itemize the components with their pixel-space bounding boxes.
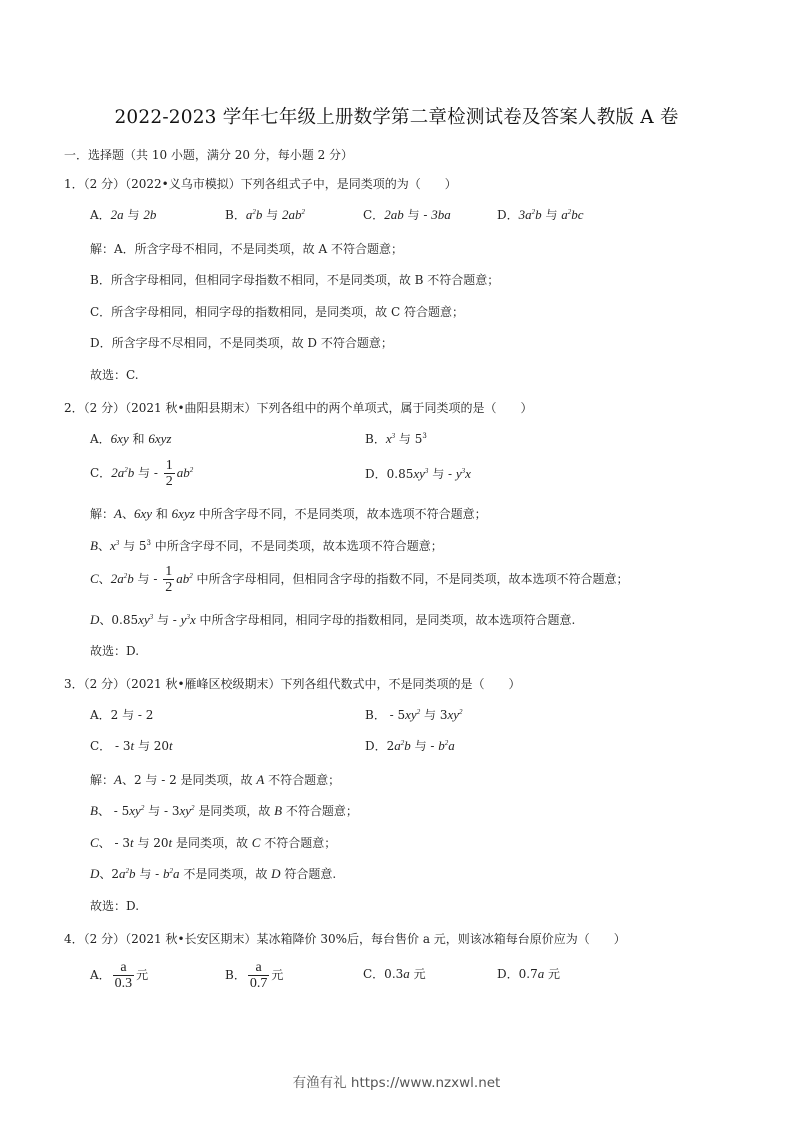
footer-watermark: 有渔有礼 https://www.nzxwl.net [292, 1075, 501, 1091]
q3-option-b: B． - $5xy^2$ 与 $3xy^2$ [365, 707, 463, 722]
q2-option-d: D．$0.85xy^3$ 与 - $y^3x$ [365, 466, 471, 481]
q4-option-a: A． $\frac{a}{0.3}$ 元 [90, 960, 149, 991]
q3-option-d: D．$2a^2b$ 与 - $b^2a$ [365, 738, 455, 753]
question-4-stem: 4．（2 分）（2021 秋•长安区期末）某冰箱降价 30%后，每台售价 a 元，则该冰箱每台原价应为（ ） [64, 932, 626, 946]
q4-option-d: D．0.7a 元 [497, 966, 561, 981]
q1-answer: 故选：C. [90, 368, 139, 382]
q1-option-d: D．$3a^2b$ 与 $a^2bc$ [497, 207, 584, 222]
q4-option-c: C．0.3a 元 [363, 966, 426, 981]
q3-solution-a: 解：A、2 与 - 2 是同类项，故 A 不符合题意； [90, 772, 341, 787]
q2-solution-c: C、$2a^2b$ 与 - $\frac{1}{2}$ $ab^2$ 中所含字母相同，但相同含字母的指数不同，不是同类项，故本选项不符合题意； [90, 564, 629, 595]
q1-solution-d: D．所含字母不尽相同，不是同类项，故 D 不符合题意； [90, 336, 393, 350]
q2-solution-a: 解：A、6xy 和 6xyz 中所含字母不同，不是同类项，故本选项不符合题意； [90, 506, 487, 521]
q3-option-a: A．2 与 - 2 [90, 708, 154, 722]
q1-option-a: A．2a 与 2b [90, 207, 157, 222]
q3-answer: 故选：D. [90, 899, 140, 913]
q1-solution-c: C．所含字母相同，相同字母的指数相同，是同类项，故 C 符合题意； [90, 305, 464, 319]
q3-option-c: C． - 3t 与 20t [90, 738, 173, 753]
q1-option-c: C．2ab 与 - 3ba [363, 207, 451, 222]
question-2-stem: 2．（2 分）（2021 秋•曲阳县期末）下列各组中的两个单项式，属于同类项的是（ ） [64, 401, 533, 415]
q2-answer: 故选：D. [90, 644, 140, 658]
q3-solution-d: D、$2a^2b$ 与 - $b^2a$ 不是同类项，故 D 符合题意. [90, 866, 337, 881]
section-heading: 一．选择题（共 10 小题，满分 20 分，每小题 2 分） [64, 148, 354, 162]
q2-option-c: C．$2a^2b$ 与 - $\frac{1}{2}$ $ab^2$ [90, 458, 194, 489]
q2-option-b: B．$x^3$ 与 $5^3$ [365, 431, 427, 446]
question-1-stem: 1．（2 分）（2022•义乌市模拟）下列各组式子中，是同类项的为（ ） [64, 177, 457, 191]
q1-solution-b: B．所含字母相同，但相同字母指数不相同，不是同类项，故 B 不符合题意； [90, 273, 500, 287]
document-title: 2022-2023 学年七年级上册数学第二章检测试卷及答案人教版 A 卷 [114, 107, 679, 128]
question-3-stem: 3．（2 分）（2021 秋•雁峰区校级期末）下列各组代数式中，不是同类项的是（ ） [64, 677, 521, 691]
q1-solution-a: 解：A．所含字母不相同，不是同类项，故 A 不符合题意； [90, 242, 403, 256]
q2-solution-b: B、$x^3$ 与 $5^3$ 中所含字母不同，不是同类项，故本选项不符合题意； [90, 538, 443, 553]
q2-solution-d: D、$0.85xy^3$ 与 - $y^3x$ 中所含字母相同，相同字母的指数相同，是同类项，故本选项符合题意. [90, 612, 576, 627]
q2-option-a: A．6xy 和 6xyz [90, 431, 172, 446]
q3-solution-b: B、 - $5xy^2$ 与 - $3xy^2$ 是同类项，故 B 不符合题意； [90, 803, 358, 818]
q3-solution-c: C、 - 3t 与 20t 是同类项，故 C 不符合题意； [90, 835, 337, 850]
q4-option-b: B． $\frac{a}{0.7}$ 元 [225, 960, 284, 991]
q1-option-b: B．$a^2b$ 与 $2ab^2$ [225, 207, 305, 222]
